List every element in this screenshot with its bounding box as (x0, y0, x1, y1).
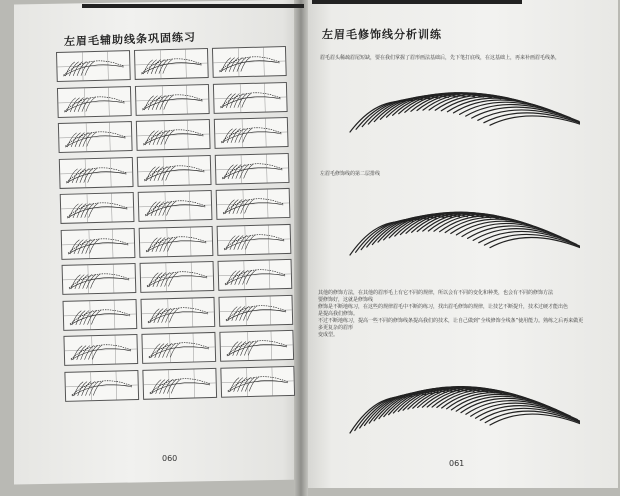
practice-cell (141, 332, 216, 364)
practice-cell (59, 157, 134, 189)
eyebrow-practice-grid (56, 45, 315, 411)
practice-cell (137, 154, 212, 186)
right-page-title: 左眉毛修饰线分析训练 (322, 28, 442, 41)
practice-cell (57, 86, 132, 118)
practice-cell (140, 296, 215, 328)
text-line: 其他的修饰方法，在其他的眉形毛上有它不同的规律，所以会有不同的变化和种类，也会有不同的修饰方法 (318, 290, 554, 296)
eyebrow-illustration-1 (340, 70, 580, 140)
text-line: 不过不断地练习，提高一些不同的修饰线条提高我们的技术，让自己做到“全线修饰全线条”使用能力。熟练之后再来做更多更复杂的眉形 (318, 318, 584, 331)
right-page-number: 061 (449, 459, 465, 468)
practice-cell (216, 188, 291, 220)
practice-cell (61, 228, 136, 260)
practice-cell (138, 190, 213, 222)
practice-cell (217, 223, 292, 255)
practice-cell (58, 121, 133, 153)
practice-cell (212, 46, 287, 78)
practice-cell (214, 117, 289, 149)
practice-cell (218, 294, 293, 326)
practice-cell (140, 261, 215, 293)
practice-cell (215, 152, 290, 184)
practice-cell (134, 48, 209, 80)
practice-cell (63, 298, 138, 330)
practice-cell (219, 330, 294, 362)
practice-cell (218, 259, 293, 291)
left-page-number: 060 (162, 454, 178, 463)
right-caption-2: 左眉毛修饰线的第二层排线 (320, 171, 381, 177)
text-line: 修饰是不断地练习，在这些的规律眉毛中不断的练习，找出眉毛修饰的规律，让技艺不断提升，技术过硬才能出色 (318, 304, 569, 310)
practice-cell (220, 365, 295, 397)
practice-cell (135, 84, 210, 116)
practice-cell (63, 334, 138, 366)
text-line: 变成型。 (318, 332, 339, 338)
right-caption-1: 眉毛眉头稀疏眉尾短缺，要在我们掌握了眉形画法基础后，先下笔打底线，在这基础上，再来补画眉毛线条， (320, 55, 561, 61)
right-header-rule (312, 0, 522, 4)
practice-cell (56, 50, 131, 82)
practice-cell (142, 367, 217, 399)
text-line: 是提高我们修饰。 (318, 311, 359, 317)
practice-cell (213, 81, 288, 113)
eyebrow-illustration-2 (340, 185, 580, 265)
text-line: 要修饰好，这就是修饰线 (318, 297, 374, 303)
practice-cell (64, 369, 139, 401)
eyebrow-illustration-3 (340, 355, 580, 440)
practice-cell (139, 225, 214, 257)
practice-cell (136, 119, 211, 151)
left-page-title: 左眉毛辅助线条巩固练习 (63, 30, 197, 49)
practice-cell (60, 192, 135, 224)
right-text-block (318, 290, 588, 339)
practice-cell (62, 263, 137, 295)
left-header-rule (82, 4, 304, 8)
